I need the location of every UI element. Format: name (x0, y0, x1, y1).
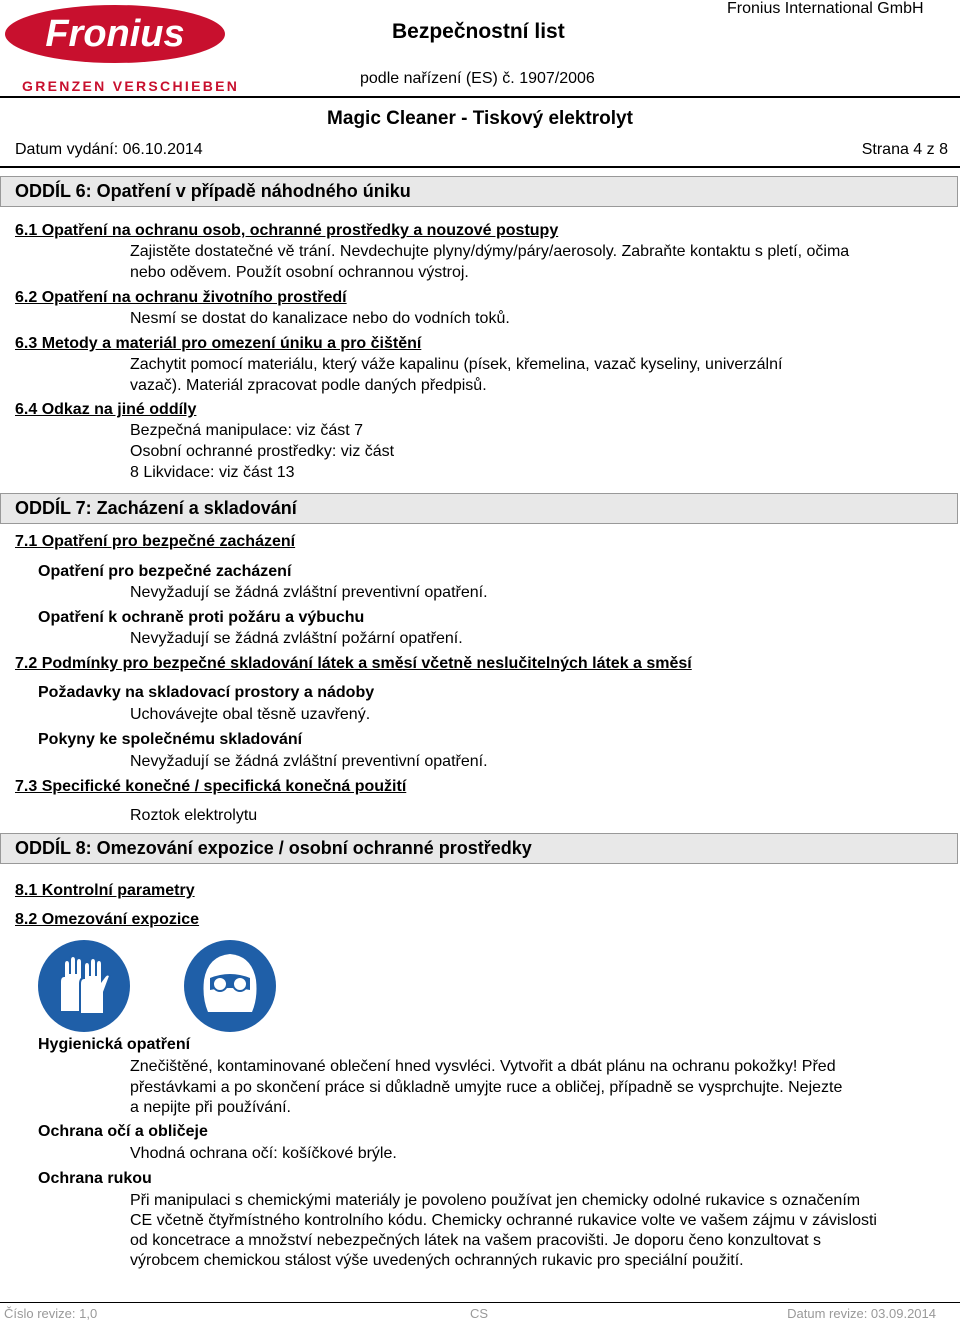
subsection-7-3: 7.3 Specifické konečné / specifická konečná použití (15, 778, 407, 795)
language-code: CS (470, 1306, 489, 1321)
regulation: podle nařízení (ES) č. 1907/2006 (360, 70, 595, 87)
text-8-hygiene-b: přestávkami a po skončení práce si důkladně umyjte ruce a obličej, případně se vysprchujte. Nejezte (130, 1079, 843, 1096)
subheading-hand-protection: Ochrana rukou (38, 1170, 152, 1187)
product-name: Magic Cleaner - Tiskový elektrolyt (327, 108, 633, 129)
subheading-storage-requirements: Požadavky na skladovací prostory a nádoby (38, 684, 375, 701)
subheading-fire-protection: Opatření k ochraně proti požáru a výbuchu (38, 609, 365, 626)
text-6-1a: Zajistěte dostatečné vě trání. Nevdechujte plyny/dýmy/páry/aerosoly. Zabraňte kontaktu s pletí, očima (130, 243, 850, 260)
subsection-6-3: 6.3 Metody a materiál pro omezení úniku a pro čištění (15, 335, 422, 352)
text-6-2: Nesmí se dostat do kanalizace nebo do vodních toků. (130, 310, 510, 327)
document-title: Bezpečnostní list (392, 20, 565, 43)
text-6-4a: Bezpečná manipulace: viz část 7 (130, 422, 364, 439)
text-6-1b: nebo oděvem. Použít osobní ochrannou výstroj. (130, 264, 469, 281)
text-6-3b: vazač). Materiál zpracovat podle daných předpisů. (130, 377, 487, 394)
text-6-4c: 8 Likvidace: viz část 13 (130, 464, 295, 481)
subsection-8-2: 8.2 Omezování expozice (15, 911, 200, 928)
text-8-eye: Vhodná ochrana očí: košíčkové brýle. (130, 1145, 397, 1162)
section-7-heading: ODDÍL 7: Zacházení a skladování (0, 493, 958, 524)
text-7-1a: Nevyžadují se žádná zvláštní preventivní opatření. (130, 584, 488, 601)
issue-date: Datum vydání: 06.10.2014 (15, 141, 203, 158)
subsection-7-2: 7.2 Podmínky pro bezpečné skladování látek a směsí včetně neslučitelných látek a směsí (15, 655, 692, 672)
subsection-6-1: 6.1 Opatření na ochranu osob, ochranné prostředky a nouzové postupy (15, 222, 559, 239)
subsection-6-4: 6.4 Odkaz na jiné oddíly (15, 401, 197, 418)
text-8-hand-a: Při manipulaci s chemickými materiály je povoleno používat jen chemicky odolné rukavice s označením (130, 1192, 861, 1209)
subheading-safe-handling: Opatření pro bezpečné zacházení (38, 563, 292, 580)
subsection-8-1: 8.1 Kontrolní parametry (15, 882, 195, 899)
company-name: Fronius International GmbH (727, 0, 924, 17)
tagline: GRENZEN VERSCHIEBEN (22, 78, 240, 94)
section-8-heading: ODDÍL 8: Omezování expozice / osobní ochranné prostředky (0, 833, 958, 864)
logo-text: Fronius (45, 13, 185, 55)
text-7-3: Roztok elektrolytu (130, 807, 258, 824)
text-7-1b: Nevyžadují se žádná zvláštní požární opatření. (130, 630, 463, 647)
text-8-hygiene-a: Znečištěné, kontaminované oblečení hned vysvléci. Vytvořit a dbát plánu na ochranu pokožky! Před (130, 1058, 836, 1075)
subheading-joint-storage: Pokyny ke společnému skladování (38, 731, 303, 748)
text-6-4b: Osobní ochranné prostředky: viz část (130, 443, 395, 460)
text-8-hygiene-c: a nepijte při používání. (130, 1099, 291, 1116)
subsection-7-1: 7.1 Opatření pro bezpečné zacházení (15, 533, 296, 550)
goggles-icon (182, 938, 278, 1034)
text-8-hand-c: od koncetrace a množství nebezpečných látek na vašem pracovišti. Je doporu čeno konzultovat s (130, 1232, 822, 1249)
fronius-logo (4, 4, 226, 64)
subsection-6-2: 6.2 Opatření na ochranu životního prostředí (15, 289, 347, 306)
gloves-icon (36, 938, 132, 1034)
revision-date: Datum revize: 03.09.2014 (787, 1306, 936, 1321)
text-8-hand-b: CE včetně čtyřmístného kontrolního kódu. Chemicky ochranné rukavice volte ve vašem zájmu v závislosti (130, 1212, 877, 1229)
text-7-2b: Nevyžadují se žádná zvláštní preventivní opatření. (130, 753, 488, 770)
page-number: Strana 4 z 8 (861, 141, 948, 158)
section-6-heading: ODDÍL 6: Opatření v případě náhodného úniku (0, 176, 958, 207)
text-6-3a: Zachytit pomocí materiálu, který váže kapalinu (písek, křemelina, vazač kyseliny, univerzální (130, 356, 783, 373)
subheading-hygiene: Hygienická opatření (38, 1036, 191, 1053)
revision-number: Číslo revize: 1,0 (4, 1306, 98, 1321)
footer-divider (0, 1302, 960, 1303)
text-7-2a: Uchovávejte obal těsně uzavřený. (130, 706, 371, 723)
header-bottom-divider (0, 166, 960, 168)
text-8-hand-d: výrobcem chemickou stálost výše uvedených ochranných rukavic pro speciální použití. (130, 1252, 744, 1269)
subheading-eye-protection: Ochrana očí a obličeje (38, 1123, 208, 1140)
header-divider (0, 96, 960, 98)
